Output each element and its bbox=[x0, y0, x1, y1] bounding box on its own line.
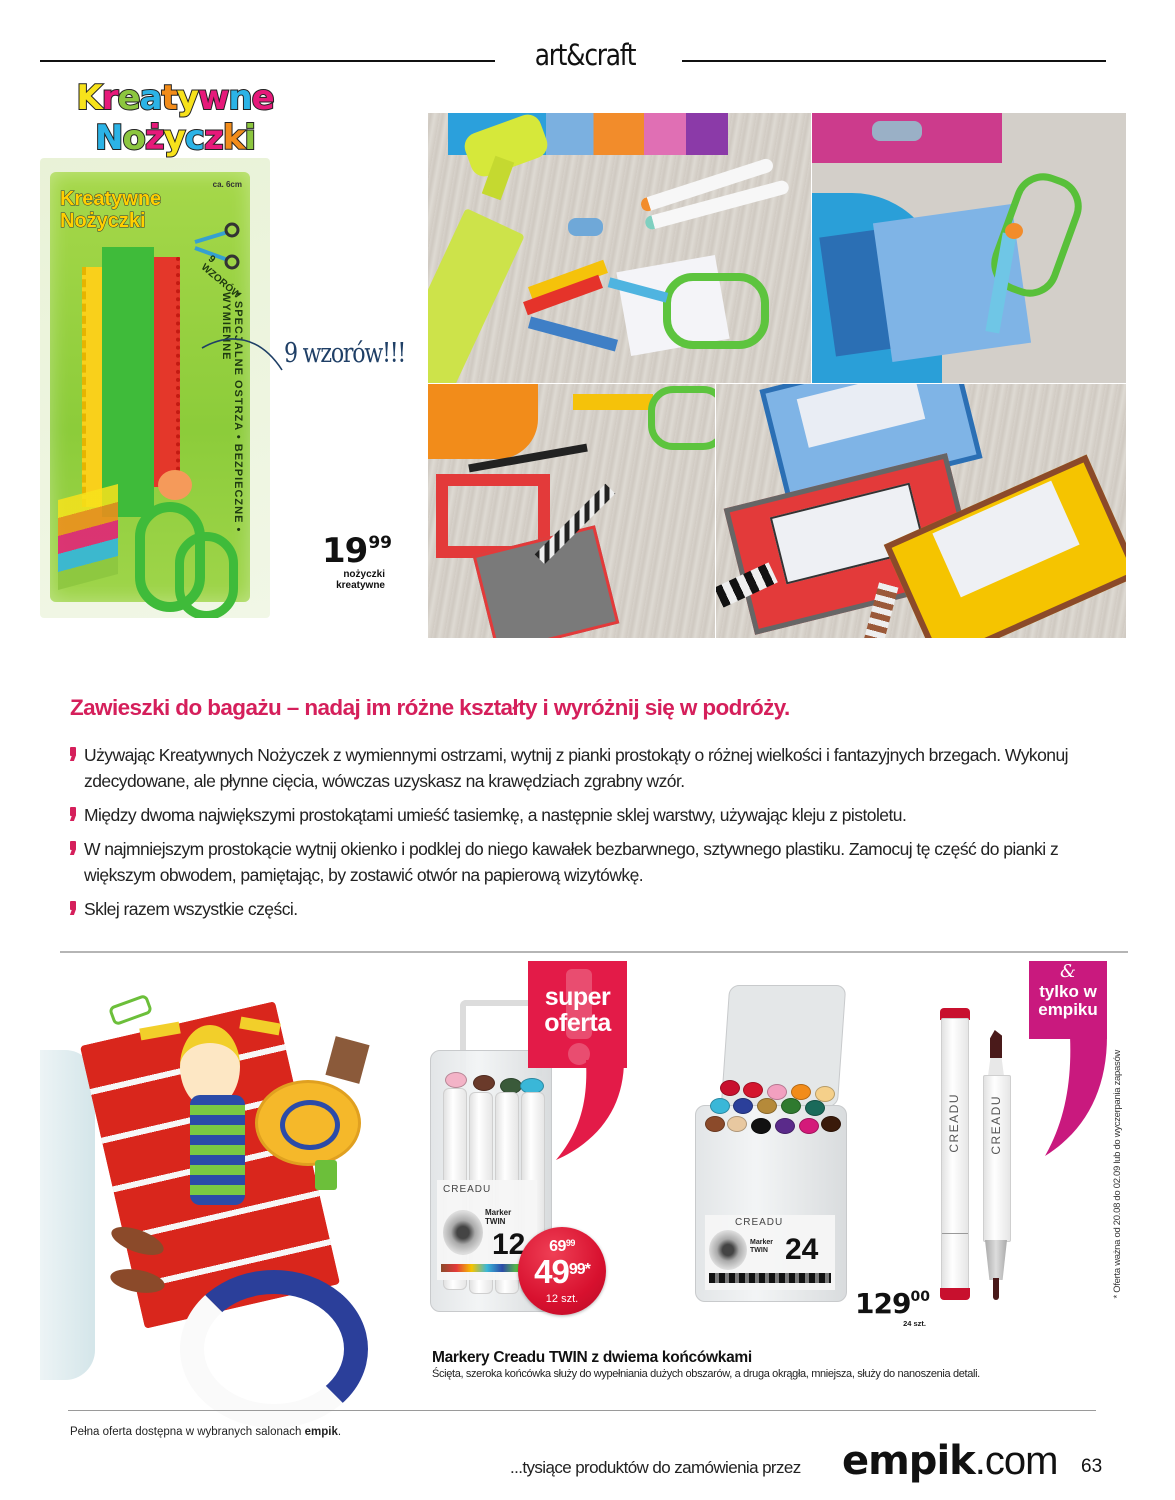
super-offer-badge-tail bbox=[556, 1060, 624, 1160]
footer-divider bbox=[68, 1410, 1096, 1411]
product-logo-line1: Kreatywne bbox=[76, 78, 274, 118]
cutting-blue-foam-photo bbox=[812, 113, 1126, 383]
product-logo bbox=[65, 78, 285, 158]
only-empik-badge-tail bbox=[1040, 1036, 1107, 1156]
single-marker-capped: CREADU bbox=[940, 1008, 970, 1303]
red-blade bbox=[154, 257, 180, 487]
super-offer-badge: super oferta bbox=[528, 961, 627, 1068]
markers-24-image bbox=[690, 985, 850, 1305]
color-swatches bbox=[58, 484, 118, 590]
bullet-mark-icon bbox=[70, 807, 77, 821]
package-card bbox=[50, 172, 250, 602]
bullet-mark-icon bbox=[70, 841, 77, 855]
callout-arrow-icon bbox=[200, 330, 290, 380]
scissors-price-label: nożyczki kreatywne bbox=[336, 569, 385, 591]
green-blade-holder bbox=[102, 247, 154, 517]
markers-24-price: 12900 bbox=[855, 1287, 930, 1320]
markers-12-label: CREADU Marker TWIN 12 bbox=[437, 1180, 537, 1280]
empik-com-logo[interactable]: empik.com bbox=[842, 1438, 1058, 1484]
instruction-step: W najmniejszym prostokącie wytnij okienko i podklej do niego kawałek bezbarwnego, sztywnego plastiku. Zamocuj tę część do pianki z większym obwodem, pamiętając, by zostawić otwór na papierową wizytówkę. bbox=[70, 836, 1120, 888]
bullet-mark-icon bbox=[70, 901, 77, 915]
product-logo-line2: Nożyczki bbox=[94, 118, 256, 158]
instructions-title: Zawieszki do bagażu – nadaj im różne kształty i wyróżnij się w podróży. bbox=[70, 695, 790, 720]
instruction-step: Używając Kreatywnych Nożyczek z wymiennymi ostrzami, wytnij z pianki prostokąty o różnej wielkości i fantazyjnych brzegach. Wykonuj zdecydowane, ale płynne cięcia, wówczas uzyskasz na krawędziach zgrabny wzór. bbox=[70, 742, 1120, 794]
header-rule-right bbox=[682, 60, 1106, 62]
only-empik-badge: & tylko w empiku bbox=[1029, 961, 1107, 1039]
single-marker-open: CREADU bbox=[982, 1030, 1012, 1305]
offer-legal-note: * Oferta ważna od 20.08 do 02.09 lub do wyczerpania zapasów bbox=[1112, 1050, 1123, 1299]
quantity-label: 12 szt. bbox=[545, 1293, 579, 1305]
markers-24-qty: 24 szt. bbox=[903, 1319, 926, 1328]
scissors-package-image bbox=[40, 158, 270, 618]
old-price: $69^{99}$ bbox=[549, 1238, 575, 1255]
footer-tagline: ...tysiące produktów do zamówienia przez bbox=[510, 1458, 801, 1477]
beach-illustration bbox=[40, 980, 400, 1400]
package-vertical-text: • SPECJALNE OSTRZA • BEZPIECZNE • WYMIENNE bbox=[220, 292, 244, 533]
markers-24-label: CREADU Marker TWIN 24 bbox=[705, 1215, 835, 1290]
instruction-step: Sklej razem wszystkie części. bbox=[70, 896, 1120, 922]
new-price: $49^{99*}$ bbox=[534, 1253, 590, 1290]
finished-tags-photo bbox=[716, 384, 1126, 638]
section-divider bbox=[60, 951, 1128, 953]
instruction-step: Między dwoma największymi prostokątami umieść tasiemkę, a następnie sklej warstwy, używając kleju z pistoletu. bbox=[70, 802, 1120, 828]
sale-price-badge bbox=[518, 1227, 606, 1315]
product-title: Markery Creadu TWIN z dwiema końcówkami bbox=[432, 1349, 752, 1366]
section-title: art&craft bbox=[534, 38, 636, 72]
package-mini-logo: Kreatywne Nożyczki bbox=[60, 188, 162, 232]
bullet-mark-icon bbox=[70, 747, 77, 761]
product-description: Ścięta, szeroka końcówka służy do wypełniania dużych obszarów, a druga okrągła, mniejsza, służy do nanoszenia detali. bbox=[432, 1368, 980, 1380]
scissors-price: 1999 bbox=[322, 531, 392, 571]
header-rule-left bbox=[40, 60, 495, 62]
page-number: 63 bbox=[1081, 1456, 1103, 1477]
gray-tag-photo bbox=[428, 384, 715, 638]
marker-caps bbox=[705, 1080, 835, 1140]
package-size-label: ca. 6cm bbox=[212, 180, 242, 189]
package-patterns-label: 9 WZORÓW bbox=[198, 253, 243, 302]
availability-note: Pełna oferta dostępna w wybranych salonach empik. bbox=[70, 1426, 342, 1438]
instructions-list bbox=[70, 742, 1120, 930]
scissors-pivot bbox=[158, 470, 192, 500]
craft-supplies-photo bbox=[428, 113, 811, 383]
patterns-callout: 9 wzorów!!! bbox=[284, 338, 406, 369]
